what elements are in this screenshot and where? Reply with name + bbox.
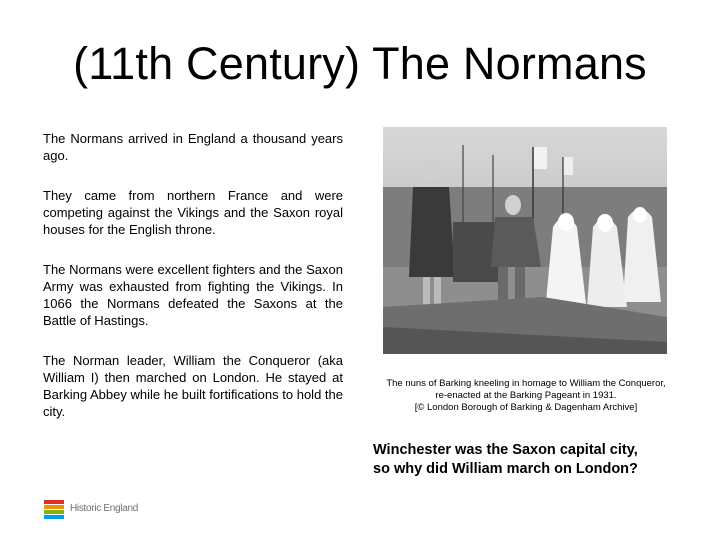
pageant-photo	[383, 127, 667, 354]
paragraph-origin: They came from northern France and were competing against the Vikings and the Saxon royal houses for the English throne.	[43, 188, 343, 237]
caption-line-1: The nuns of Barking kneeling in homage to William the Conqueror,	[386, 378, 666, 389]
paragraph-hastings: The Normans were excellent fighters and the Saxon Army was exhausted from fighting the Vikings. In 1066 the Normans defeated the Saxons at the Battle of Hastings.	[43, 262, 343, 328]
question-line-1: Winchester was the Saxon capital city,	[373, 442, 638, 458]
logo-text: Historic England	[70, 503, 139, 514]
question-line-2: so why did William march on London?	[373, 461, 638, 477]
pageant-photo-drawing	[383, 127, 667, 354]
slide-title: (11th Century) The Normans	[73, 38, 647, 89]
caption-line-3: [© London Borough of Barking & Dagenham Archive]	[414, 402, 638, 413]
discussion-question	[373, 441, 693, 479]
paragraph-william: The Norman leader, William the Conqueror (aka William I) then marched on London. He stayed at Barking Abbey while he built fortifications to hold the city.	[43, 353, 343, 419]
historic-england-logo-icon	[44, 498, 66, 520]
photo-caption	[373, 378, 679, 414]
paragraph-arrival: The Normans arrived in England a thousand years ago.	[43, 131, 343, 163]
caption-line-2: re-enacted at the Barking Pageant in 1931.	[435, 390, 617, 401]
historic-england-logo	[44, 498, 144, 520]
